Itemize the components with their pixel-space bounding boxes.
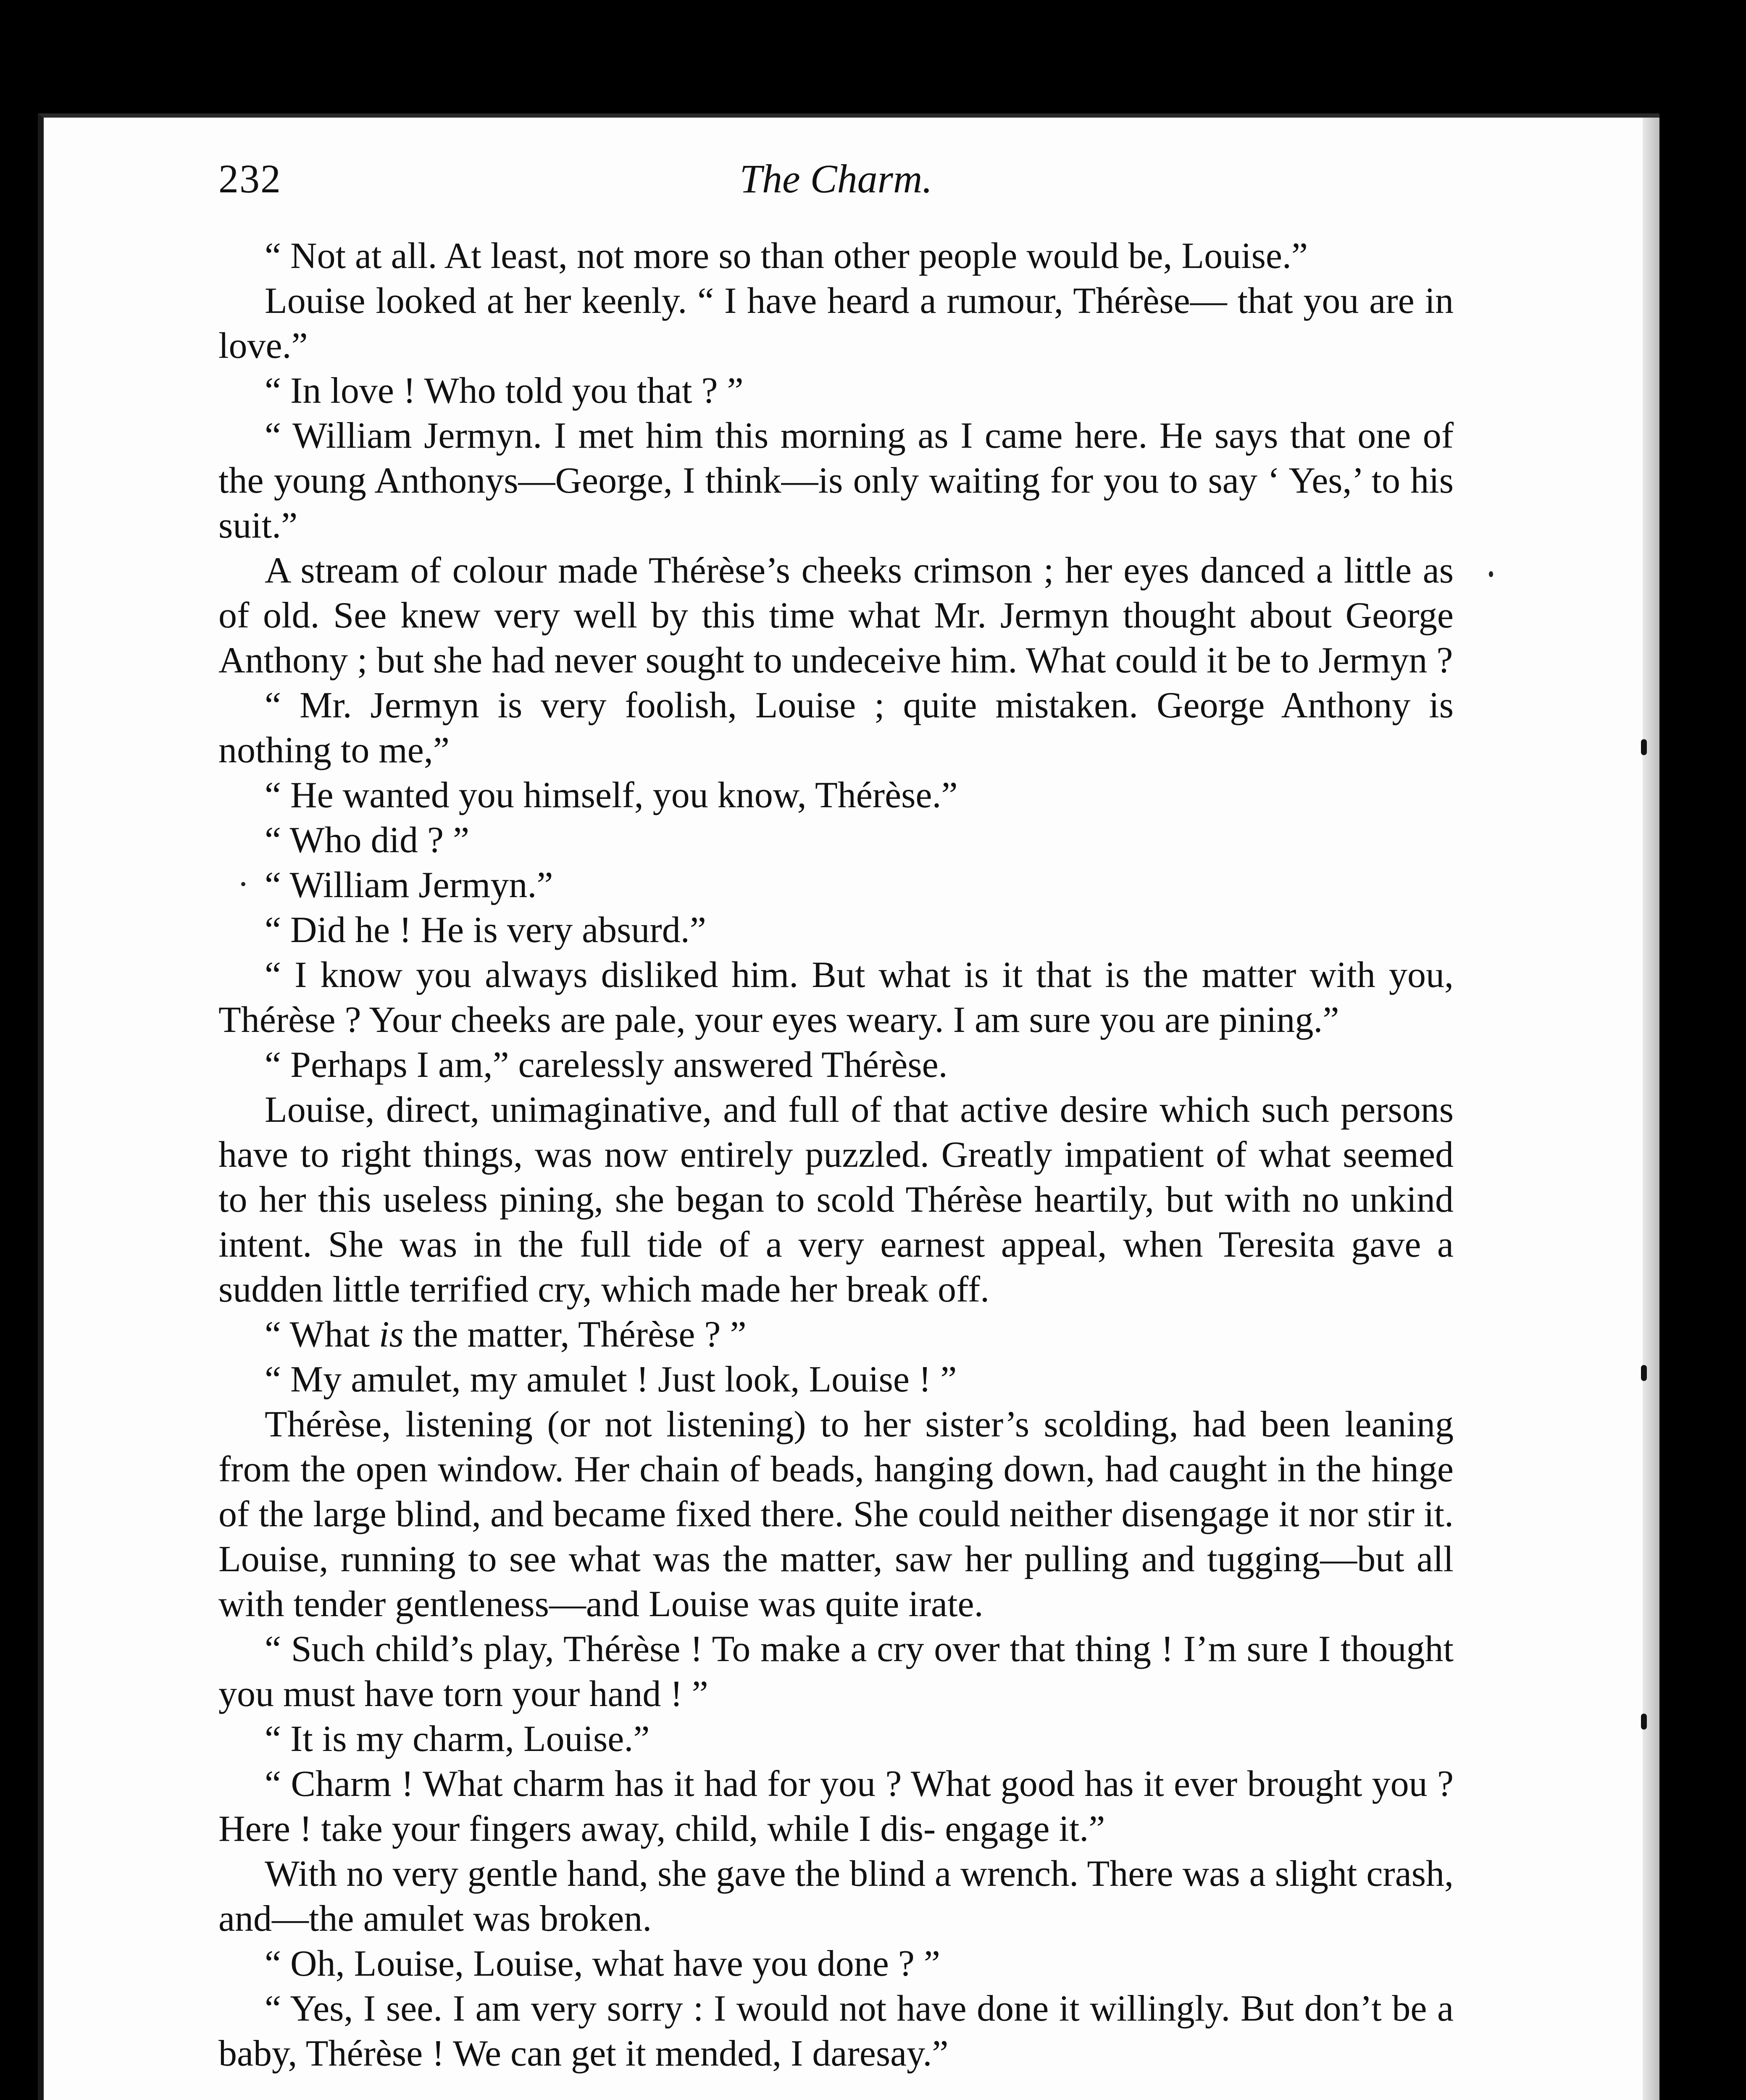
- paragraph: “ In love ! Who told you that ? ”: [265, 370, 744, 411]
- emphasized-word: is: [379, 1314, 404, 1355]
- running-title: The Charm.: [739, 156, 933, 201]
- paragraph: “ William Jermyn. I met him this morning as I came here. He says that one of the young Anthonys—George, I think—is only waiting for you to say ‘ Yes,’ to his suit.”: [218, 415, 1454, 546]
- paragraph: Louise looked at her keenly. “ I have heard a rumour, Thérèse— that you are in love.”: [218, 281, 1454, 366]
- paragraph: “ William Jermyn.”: [265, 865, 553, 906]
- paragraph: “ Perhaps I am,” carelessly answered Thérèse.: [265, 1045, 948, 1085]
- paragraph-text: “ What: [265, 1314, 379, 1355]
- paragraph: “ He wanted you himself, you know, Thérèse.”: [265, 775, 958, 816]
- paragraph: “ Mr. Jermyn is very foolish, Louise ; quite mistaken. George Anthony is nothing to me,”: [218, 685, 1454, 771]
- paragraph: “ Who did ? ”: [265, 820, 470, 861]
- paragraph: Thérèse, listening (or not listening) to her sister’s scolding, had been leaning from the open window. Her chain of beads, hanging down, had caught in the hinge of the large blind, and became fixed there. She could neither disengage it nor stir it. Louise, running to see what was the matter, saw her pulling and tugging—but all with tender gentleness—and Louise was quite irate.: [218, 1404, 1454, 1625]
- paragraph: “ My amulet, my amulet ! Just look, Louise ! ”: [265, 1359, 957, 1400]
- page-header: [218, 155, 1454, 206]
- paragraph: “ Did he ! He is very absurd.”: [265, 910, 706, 950]
- paragraph: Louise, direct, unimaginative, and full of that active desire which such persons have to right things, was now entirely puzzled. Greatly impatient of what seemed to her this useless pining, she began to scold Thérèse heartily, but with no unkind intent. She was in the full tide of a very earnest appeal, when Teresita gave a sudden little terrified cry, which made her break off.: [218, 1089, 1454, 1310]
- page-number: 232: [218, 156, 281, 201]
- binding-mark: [1641, 1365, 1647, 1381]
- paragraph: With no very gentle hand, she gave the blind a wrench. There was a slight crash, and—the amulet was broken.: [218, 1853, 1454, 1939]
- paragraph: “ It is my charm, Louise.”: [265, 1719, 650, 1759]
- page-edge-shadow: [1643, 118, 1659, 2100]
- paragraph: “ I know you always disliked him. But what is it that is the matter with you, Thérèse ? Your cheeks are pale, your eyes weary. I am sure you are pining.”: [218, 955, 1454, 1040]
- paragraph: “ Oh, Louise, Louise, what have you done ? ”: [265, 1943, 940, 1984]
- paragraph: “ Not at all. At least, not more so than other people would be, Louise.”: [265, 236, 1308, 276]
- paragraph-text: the matter, Thérèse ? ”: [403, 1314, 747, 1355]
- paragraph: “ Charm ! What charm has it had for you ? What good has it ever brought you ? Here ! take your fingers away, child, while I dis- engage it.”: [218, 1764, 1454, 1849]
- paragraph: “ Yes, I see. I am very sorry : I would not have done it willingly. But don’t be a baby, Thérèse ! We can get it mended, I daresay.”: [218, 1988, 1454, 2074]
- paragraph: A stream of colour made Thérèse’s cheeks crimson ; her eyes danced a little as of old. See knew very well by this time what Mr. Jermyn thought about George Anthony ; but she had never sought to undeceive him. What could it be to Jermyn ?: [218, 550, 1454, 681]
- binding-mark: [1641, 1714, 1647, 1730]
- page-speck: [1489, 571, 1493, 577]
- paragraph: “ Such child’s play, Thérèse ! To make a cry over that thing ! I’m sure I thought you must have torn your hand ! ”: [218, 1629, 1454, 1714]
- binding-mark: [1641, 739, 1647, 755]
- paragraph-with-emphasis: [218, 1312, 1454, 1357]
- body-text: [218, 234, 1454, 2076]
